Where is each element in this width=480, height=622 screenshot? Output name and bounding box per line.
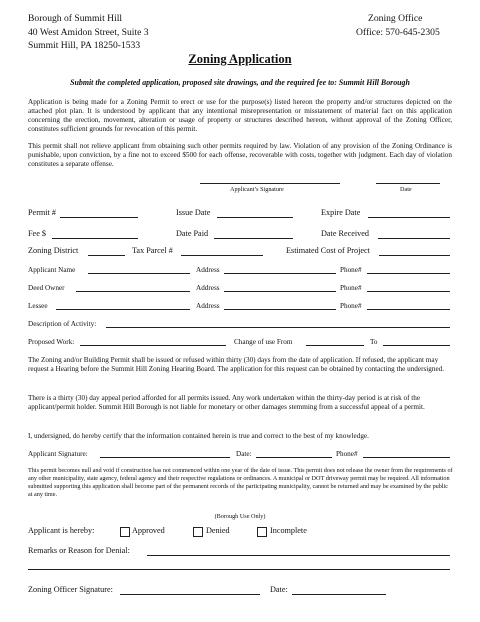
null-void-paragraph: This permit becomes null and void if construction has not commenced within one year of the date of issue. This permit does not release the owner from the requirements of any other municipality, state agency, federal agency and their respective regulations or ordinances. A municipal or DOT driveway permit may be required. All information submitted supporting this application shall become part of the permanent records of the participating municipality, cannot be returned and may be examined by the public at any time. [28, 467, 453, 498]
penalty-paragraph: This permit shall not relieve applicant from obtaining such other permits required by law. Violation of any provision of the Zoning Ordinance is punishable, upon conviction, by a fine not to exceed $500 for each offense, recoverable with costs, together with judgment. Each day of violation constitutes a separate offense. [28, 142, 452, 168]
estimated-cost-field[interactable] [379, 255, 450, 256]
permit-label: Permit # [28, 208, 56, 217]
applicant-signature-phone-field[interactable] [363, 457, 450, 458]
fee-label: Fee $ [28, 229, 46, 238]
date-received-label: Date Received [321, 229, 369, 238]
lessee-phone-field[interactable] [367, 309, 450, 310]
applicant-signature-field[interactable] [100, 457, 230, 458]
deed-owner-address-label: Address [196, 284, 220, 292]
signature-date-line[interactable] [376, 183, 440, 184]
zoning-officer-date-label: Date: [270, 585, 288, 594]
zoning-officer-date-field[interactable] [292, 594, 386, 595]
subtitle: Submit the completed application, proposed site drawings, and the required fee to: Summit Hill Borough [70, 78, 410, 87]
deed-owner-label: Deed Owner [28, 284, 65, 292]
description-label: Description of Activity: [28, 320, 97, 328]
date-received-field[interactable] [378, 238, 450, 239]
remarks-field-line-2[interactable] [28, 569, 450, 570]
applicant-address-field[interactable] [224, 273, 336, 274]
applicant-is-label: Applicant is hereby: [28, 526, 95, 535]
applicant-phone-label: Phone# [340, 266, 362, 274]
applicant-address-label: Address [196, 266, 220, 274]
deed-owner-address-field[interactable] [224, 291, 336, 292]
estimated-cost-label: Estimated Cost of Project [286, 246, 370, 255]
description-field[interactable] [106, 327, 450, 328]
expire-date-field[interactable] [368, 217, 450, 218]
denied-checkbox[interactable] [193, 527, 203, 537]
street-address: 40 West Amidon Street, Suite 3 [28, 27, 149, 38]
expire-date-label: Expire Date [321, 208, 361, 217]
intro-paragraph: Application is being made for a Zoning Permit to erect or use for the purpose(s) listed hereon the property and/or structures depicted on the attached plot plan. It is understood by applicant that any intentional misrepresentation or misstatement of material fact on this application concerning the erection, movement, alteration or usage of property or structures described hereon, without approval of the Zoning Officer, constitutes sufficient grounds for revocation of this permit. [28, 98, 452, 133]
certify-statement: I, undersigned, do hereby certify that the information contained herein is true and correct to the best of my knowledge. [28, 432, 369, 440]
zoning-officer-signature-label: Zoning Officer Signature: [28, 585, 113, 594]
change-of-use-label: Change of use From [234, 338, 293, 346]
city-address: Summit Hill, PA 18250-1533 [28, 40, 141, 51]
applicant-date-label: Date: [236, 450, 252, 458]
proposed-work-field[interactable] [80, 345, 226, 346]
applicant-date-field[interactable] [256, 457, 332, 458]
applicant-name-label: Applicant Name [28, 266, 76, 274]
change-of-use-to-field[interactable] [383, 345, 450, 346]
date-paid-label: Date Paid [176, 229, 209, 238]
proposed-work-label: Proposed Work: [28, 338, 75, 346]
change-to-label: To [370, 338, 378, 346]
hearing-paragraph: The Zoning and/or Building Permit shall be issued or refused within thirty (30) days from the date of application. If refused, the applicant may request a Hearing before the Summit Hill Zoning Hearing Board. The application for this request can be obtained by contacting the undersigned. [28, 356, 445, 373]
change-of-use-from-field[interactable] [306, 345, 364, 346]
signature-caption: Applicant’s Signature [230, 186, 284, 193]
applicant-phone-field[interactable] [367, 273, 450, 274]
fee-field[interactable] [52, 238, 138, 239]
borough-use-only: (Borough Use Only) [214, 513, 266, 520]
lessee-phone-label: Phone# [340, 302, 362, 310]
borough-name: Borough of Summit Hill [28, 13, 123, 24]
issue-date-label: Issue Date [176, 208, 211, 217]
issue-date-field[interactable] [217, 217, 293, 218]
applicant-signature-line[interactable] [200, 183, 340, 184]
lessee-field[interactable] [56, 309, 190, 310]
deed-owner-phone-label: Phone# [340, 284, 362, 292]
zoning-district-field[interactable] [88, 255, 125, 256]
denied-label: Denied [206, 526, 230, 535]
remarks-field[interactable] [147, 555, 450, 556]
date-caption: Date [400, 186, 412, 193]
applicant-signature-phone-label: Phone# [336, 450, 358, 458]
zoning-officer-signature-field[interactable] [120, 594, 260, 595]
lessee-label: Lessee [28, 302, 48, 310]
lessee-address-field[interactable] [224, 309, 336, 310]
incomplete-checkbox[interactable] [257, 527, 267, 537]
lessee-address-label: Address [196, 302, 220, 310]
applicant-signature-label: Applicant Signature: [28, 450, 88, 458]
office-name: Zoning Office [368, 13, 423, 24]
appeal-paragraph: There is a thirty (30) day appeal period afforded for all permits issued. Any work undertaken within the thirty-day period is at risk of the applicant/permit holder. Summit Hill Borough is not liable for monetary or other damages stemming from a successful appeal of a permit. [28, 394, 425, 411]
page-title: Zoning Application [188, 52, 292, 66]
applicant-name-field[interactable] [88, 273, 190, 274]
date-paid-field[interactable] [214, 238, 293, 239]
permit-field[interactable] [60, 217, 138, 218]
remarks-label: Remarks or Reason for Denial: [28, 546, 130, 555]
deed-owner-field[interactable] [76, 291, 190, 292]
office-phone: Office: 570-645-2305 [356, 27, 440, 38]
approved-checkbox[interactable] [120, 527, 130, 537]
tax-parcel-label: Tax Parcel # [132, 246, 173, 255]
deed-owner-phone-field[interactable] [367, 291, 450, 292]
incomplete-label: Incomplete [270, 526, 307, 535]
approved-label: Approved [132, 526, 165, 535]
tax-parcel-field[interactable] [181, 255, 263, 256]
zoning-district-label: Zoning District [28, 246, 79, 255]
